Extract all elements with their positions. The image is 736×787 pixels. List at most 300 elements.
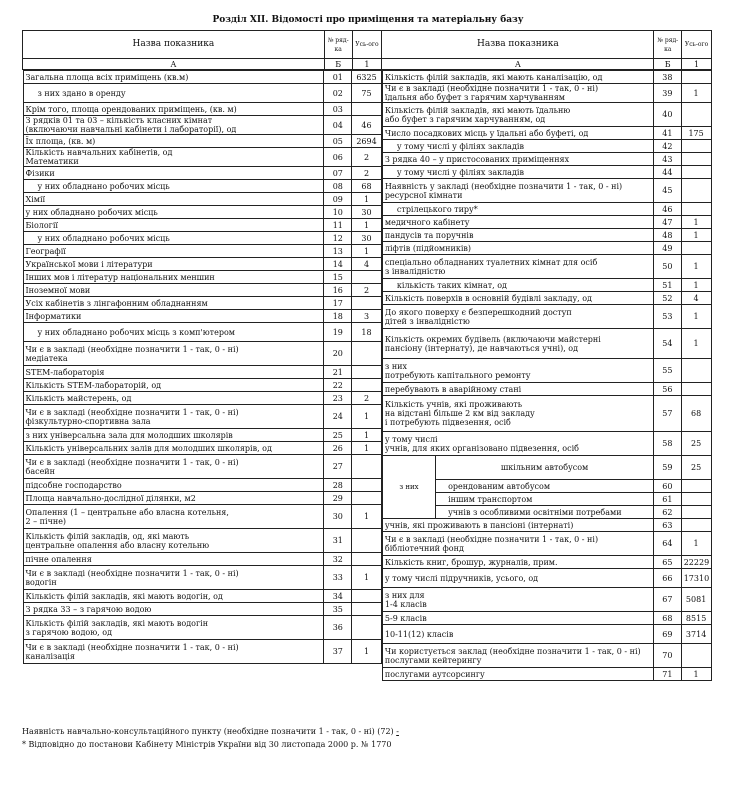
row-value: 2 <box>352 392 382 405</box>
row-label: у них обладнано робочих місць з комп'ютером <box>23 323 324 342</box>
row-value: 46 <box>352 116 382 135</box>
row-number: 10 <box>324 206 352 219</box>
row-number: 17 <box>324 297 352 310</box>
row-label: З рядка 40 – у пристосованих приміщеннях <box>382 153 653 166</box>
row-label: підсобне господарство <box>23 479 324 492</box>
table-row <box>23 442 381 455</box>
row-number: 69 <box>654 625 682 644</box>
row-number: 53 <box>654 305 682 329</box>
row-value: 8515 <box>681 612 711 625</box>
table-row <box>382 556 711 569</box>
row-number: 34 <box>324 590 352 603</box>
row-value <box>352 297 382 310</box>
row-label: Кількість окремих будівель (включаючи майстерні пансіону (інтернату), де навчаються учні), од <box>382 329 653 359</box>
table-row <box>382 203 711 216</box>
row-label: пічне опалення <box>23 553 324 566</box>
table-row <box>23 505 381 529</box>
row-value: 68 <box>352 180 382 193</box>
table-header-row <box>23 31 712 59</box>
row-number: 23 <box>324 392 352 405</box>
table-row <box>382 140 711 153</box>
row-number: 09 <box>324 193 352 206</box>
header-name-right: Назва показника <box>382 31 654 59</box>
footer-note-1: Наявність навчально-консультаційного пункту (необхідне позначити 1 - так, 0 - ні) (72) - <box>22 727 399 736</box>
row-value: 1 <box>352 429 382 442</box>
row-label: Опалення (1 – центральне або власна котельня, 2 – пічне) <box>23 505 324 529</box>
row-value: 18 <box>352 323 382 342</box>
row-number: 15 <box>324 271 352 284</box>
row-number: 59 <box>654 456 682 480</box>
row-number: 68 <box>654 612 682 625</box>
row-number: 22 <box>324 379 352 392</box>
row-value: 1 <box>352 566 382 590</box>
letter-1-left: 1 <box>352 59 382 70</box>
row-label: Кількість філій закладів, які мають каналізацію, од <box>382 71 653 84</box>
table-row <box>382 127 711 140</box>
row-label: Української мови і літератури <box>23 258 324 271</box>
row-label: послугами аутсорсингу <box>382 668 653 681</box>
row-value <box>681 153 711 166</box>
table-row <box>23 455 381 479</box>
table-row <box>382 588 711 612</box>
row-number: 65 <box>654 556 682 569</box>
data-table <box>22 30 712 681</box>
row-number: 21 <box>324 366 352 379</box>
table-row <box>23 342 381 366</box>
row-number: 71 <box>654 668 682 681</box>
row-number: 70 <box>654 644 682 668</box>
row-label: Кількість STEM-лабораторій, од <box>23 379 324 392</box>
row-number: 48 <box>654 229 682 242</box>
row-label: 5-9 класів <box>382 612 653 625</box>
row-label: у тому числі підручників, усього, од <box>382 569 653 588</box>
table-row <box>382 456 711 480</box>
table-row <box>23 297 381 310</box>
row-value: 1 <box>681 279 711 292</box>
table-row <box>382 519 711 532</box>
row-value <box>352 529 382 553</box>
row-value <box>352 553 382 566</box>
table-row <box>23 167 381 180</box>
row-number: 46 <box>654 203 682 216</box>
row-number: 20 <box>324 342 352 366</box>
row-value <box>352 455 382 479</box>
row-value <box>352 492 382 505</box>
table-row <box>382 612 711 625</box>
table-row <box>23 379 381 392</box>
row-number: 33 <box>324 566 352 590</box>
table-row <box>23 323 381 342</box>
row-value <box>352 342 382 366</box>
row-number: 03 <box>324 103 352 116</box>
header-row-no-left: № ряд-ка <box>324 31 352 59</box>
row-number: 18 <box>324 310 352 323</box>
row-number: 63 <box>654 519 682 532</box>
row-value: 4 <box>352 258 382 271</box>
z-nykh-label: з них <box>382 456 435 519</box>
row-label: Чи є в закладі (необхідне позначити 1 - так, 0 - ні) фізкультурно-спортивна зала <box>23 405 324 429</box>
row-label: з них потребують капітального ремонту <box>382 359 653 383</box>
table-row <box>23 84 381 103</box>
row-value: 22229 <box>681 556 711 569</box>
header-row-no-right: № ряд-ка <box>654 31 682 59</box>
row-value: 5081 <box>681 588 711 612</box>
row-value <box>352 616 382 640</box>
row-label: у тому числі учнів, для яких організовано підвезення, осіб <box>382 432 653 456</box>
table-row <box>23 590 381 603</box>
row-number: 50 <box>654 255 682 279</box>
row-label: Іноземної мови <box>23 284 324 297</box>
table-row <box>23 366 381 379</box>
table-row <box>23 258 381 271</box>
row-number: 58 <box>654 432 682 456</box>
row-value <box>352 379 382 392</box>
table-row <box>23 616 381 640</box>
row-number: 31 <box>324 529 352 553</box>
row-number: 43 <box>654 153 682 166</box>
row-number: 12 <box>324 232 352 245</box>
row-label: Чи є в закладі (необхідне позначити 1 - так, 0 - ні) бібліотечний фонд <box>382 532 653 556</box>
table-row <box>23 284 381 297</box>
row-value: 2694 <box>352 135 382 148</box>
row-value: 6325 <box>352 71 382 84</box>
row-label: Кількість книг, брошур, журналів, прим. <box>382 556 653 569</box>
footer-note-2: * Відповідно до постанови Кабінету Міністрів України від 30 листопада 2000 р. № 1770 <box>22 740 392 749</box>
row-value: 3 <box>352 310 382 323</box>
letter-a-left: А <box>23 59 325 70</box>
table-row <box>23 492 381 505</box>
row-label: у них обладнано робочих місць <box>23 232 324 245</box>
row-label: Інших мов і літератур національних меншин <box>23 271 324 284</box>
row-value <box>681 480 711 493</box>
row-value: 2 <box>352 148 382 167</box>
table-row <box>23 193 381 206</box>
row-number: 56 <box>654 383 682 396</box>
row-label: учнів з особливими освітніми потребами <box>436 506 654 519</box>
row-label: Їх площа, (кв. м) <box>23 135 324 148</box>
row-value <box>681 644 711 668</box>
row-value: 1 <box>681 216 711 229</box>
header-total-right: Усь-ого <box>682 31 712 59</box>
row-number: 37 <box>324 640 352 664</box>
row-label: у них обладнано робочих місць <box>23 180 324 193</box>
table-row <box>382 432 711 456</box>
row-number: 41 <box>654 127 682 140</box>
letter-b-right: Б <box>654 59 682 70</box>
row-number: 24 <box>324 405 352 429</box>
row-number: 25 <box>324 429 352 442</box>
row-value <box>352 603 382 616</box>
table-row <box>23 310 381 323</box>
table-row <box>382 329 711 359</box>
row-number: 30 <box>324 505 352 529</box>
row-value: 68 <box>681 396 711 432</box>
header-name-left: Назва показника <box>23 31 325 59</box>
table-row <box>23 429 381 442</box>
row-number: 60 <box>654 480 682 493</box>
table-row <box>382 255 711 279</box>
row-number: 01 <box>324 71 352 84</box>
row-number: 13 <box>324 245 352 258</box>
row-value: 75 <box>352 84 382 103</box>
row-value <box>681 359 711 383</box>
row-value: 1 <box>352 193 382 206</box>
row-label: Кількість поверхів в основній будівлі закладу, од <box>382 292 653 305</box>
row-label: Чи є в закладі (необхідне позначити 1 - так, 0 - ні) медіатека <box>23 342 324 366</box>
table-row <box>23 148 381 167</box>
header-total-left: Усь-ого <box>352 31 382 59</box>
row-label: Чи є в закладі (необхідне позначити 1 - так, 0 - ні) водогін <box>23 566 324 590</box>
row-label: 10-11(12) класів <box>382 625 653 644</box>
row-number: 51 <box>654 279 682 292</box>
table-row <box>382 625 711 644</box>
row-number: 08 <box>324 180 352 193</box>
row-value: 30 <box>352 206 382 219</box>
row-label: Кількість філій закладів, які мають їдальню або буфет з гарячим харчуванням, од <box>382 103 653 127</box>
row-value <box>681 203 711 216</box>
table-row <box>23 135 381 148</box>
row-number: 36 <box>324 616 352 640</box>
table-row <box>382 153 711 166</box>
row-value: 1 <box>681 532 711 556</box>
row-value: 1 <box>681 329 711 359</box>
row-value <box>352 103 382 116</box>
row-value <box>681 493 711 506</box>
row-label: Фізики <box>23 167 324 180</box>
row-value <box>352 590 382 603</box>
row-label: Кількість філій закладів, од, які мають центральне опалення або власну котельню <box>23 529 324 553</box>
row-label: Кількість філій закладів, які мають водогін з гарячою водою, од <box>23 616 324 640</box>
row-value: 30 <box>352 232 382 245</box>
row-label: шкільним автобусом <box>436 456 654 480</box>
row-label: у тому числі у філіях закладів <box>382 166 653 179</box>
row-label: Площа навчально-дослідної ділянки, м2 <box>23 492 324 505</box>
row-number: 39 <box>654 84 682 103</box>
table-row <box>23 529 381 553</box>
row-label: Усіх кабінетів з лінгафонним обладнанням <box>23 297 324 310</box>
row-number: 29 <box>324 492 352 505</box>
table-row <box>23 206 381 219</box>
row-number: 62 <box>654 506 682 519</box>
row-label: З рядка 33 – з гарячою водою <box>23 603 324 616</box>
row-number: 47 <box>654 216 682 229</box>
table-row <box>23 405 381 429</box>
table-row <box>23 219 381 232</box>
row-label: Чи користується заклад (необхідне позначити 1 - так, 0 - ні) послугами кейтерингу <box>382 644 653 668</box>
row-value: 1 <box>681 668 711 681</box>
row-label: Чи є в закладі (необхідне позначити 1 - так, 0 - ні) басейн <box>23 455 324 479</box>
row-label: перебувають в аварійному стані <box>382 383 653 396</box>
row-number: 32 <box>324 553 352 566</box>
letter-a-right: А <box>382 59 654 70</box>
row-label: у них обладнано робочих місць <box>23 206 324 219</box>
row-label: Географії <box>23 245 324 258</box>
row-label: Кількість учнів, які проживають на відстані більше 2 км від закладу і потребують підвезення, осіб <box>382 396 653 432</box>
row-label: стрілецького тиру* <box>382 203 653 216</box>
row-value: 3714 <box>681 625 711 644</box>
row-value <box>681 242 711 255</box>
row-number: 52 <box>654 292 682 305</box>
row-value: 1 <box>352 219 382 232</box>
row-number: 49 <box>654 242 682 255</box>
row-label: Чи є в закладі (необхідне позначити 1 - так, 0 - ні) каналізація <box>23 640 324 664</box>
row-label: Чи є в закладі (необхідне позначити 1 - так, 0 - ні) їдальня або буфет з гарячим харчуванням <box>382 84 653 103</box>
row-number: 11 <box>324 219 352 232</box>
row-number: 06 <box>324 148 352 167</box>
row-label: Кількість майстерень, од <box>23 392 324 405</box>
row-label: іншим транспортом <box>436 493 654 506</box>
row-value <box>681 179 711 203</box>
row-label: кількість таких кімнат, од <box>382 279 653 292</box>
row-label: Інформатики <box>23 310 324 323</box>
table-row <box>23 232 381 245</box>
row-label: з них універсальна зала для молодших школярів <box>23 429 324 442</box>
row-value: 1 <box>681 305 711 329</box>
row-number: 02 <box>324 84 352 103</box>
table-row <box>23 640 381 664</box>
row-value: 17310 <box>681 569 711 588</box>
table-row <box>23 566 381 590</box>
letter-1-right: 1 <box>682 59 712 70</box>
row-value <box>352 271 382 284</box>
row-value <box>681 506 711 519</box>
row-value <box>681 519 711 532</box>
table-row <box>382 179 711 203</box>
row-value: 1 <box>352 245 382 258</box>
row-value <box>681 140 711 153</box>
row-value <box>681 103 711 127</box>
row-number: 19 <box>324 323 352 342</box>
table-row <box>23 103 381 116</box>
table-row <box>382 229 711 242</box>
row-value: 4 <box>681 292 711 305</box>
row-label: з них здано в оренду <box>23 84 324 103</box>
row-value: 1 <box>352 405 382 429</box>
table-row <box>23 479 381 492</box>
table-body-row <box>23 70 712 682</box>
row-number: 64 <box>654 532 682 556</box>
row-value: 1 <box>681 84 711 103</box>
table-row <box>382 71 711 84</box>
row-value: 1 <box>352 505 382 529</box>
row-number: 05 <box>324 135 352 148</box>
row-label: з них для 1-4 класів <box>382 588 653 612</box>
row-label: Біології <box>23 219 324 232</box>
row-number: 67 <box>654 588 682 612</box>
row-number: 27 <box>324 455 352 479</box>
row-value: 2 <box>352 284 382 297</box>
table-row <box>382 292 711 305</box>
table-row <box>382 279 711 292</box>
row-number: 04 <box>324 116 352 135</box>
table-row <box>382 383 711 396</box>
row-number: 14 <box>324 258 352 271</box>
row-number: 28 <box>324 479 352 492</box>
row-label: Кількість навчальних кабінетів, од Математики <box>23 148 324 167</box>
row-number: 38 <box>654 71 682 84</box>
table-row <box>382 644 711 668</box>
row-label: орендованим автобусом <box>436 480 654 493</box>
row-number: 35 <box>324 603 352 616</box>
row-number: 44 <box>654 166 682 179</box>
table-row <box>382 216 711 229</box>
table-row <box>23 245 381 258</box>
table-row <box>23 392 381 405</box>
row-label: у тому числі у філіях закладів <box>382 140 653 153</box>
row-value: 175 <box>681 127 711 140</box>
table-row <box>23 271 381 284</box>
table-row <box>23 180 381 193</box>
row-label: спеціально обладнаних туалетних кімнат для осіб з інвалідністю <box>382 255 653 279</box>
row-number: 61 <box>654 493 682 506</box>
row-number: 26 <box>324 442 352 455</box>
row-label: Кількість філій закладів, які мають водогін, од <box>23 590 324 603</box>
row-label: До якого поверху є безперешкодний доступ дітей з інвалідністю <box>382 305 653 329</box>
table-row <box>382 166 711 179</box>
row-number: 45 <box>654 179 682 203</box>
table-row <box>23 71 381 84</box>
table-row <box>23 116 381 135</box>
row-number: 42 <box>654 140 682 153</box>
table-row <box>382 396 711 432</box>
row-value <box>352 479 382 492</box>
letter-b-left: Б <box>324 59 352 70</box>
row-label: пандусів та поручнів <box>382 229 653 242</box>
row-label: ліфтів (підйомників) <box>382 242 653 255</box>
row-value <box>681 166 711 179</box>
table-letter-row <box>23 59 712 70</box>
row-label: Наявність у закладі (необхідне позначити 1 - так, 0 - ні) ресурсної кімнати <box>382 179 653 203</box>
row-value: 2 <box>352 167 382 180</box>
row-label: STEM-лабораторія <box>23 366 324 379</box>
row-value: 1 <box>352 442 382 455</box>
row-label: Хімії <box>23 193 324 206</box>
row-number: 40 <box>654 103 682 127</box>
row-value: 25 <box>681 432 711 456</box>
row-label: медичного кабінету <box>382 216 653 229</box>
row-number: 54 <box>654 329 682 359</box>
row-label: З рядків 01 та 03 – кількість класних кімнат (включаючи навчальні кабінети і лабораторії), од <box>23 116 324 135</box>
table-row <box>23 553 381 566</box>
row-value <box>681 383 711 396</box>
row-value: 1 <box>352 640 382 664</box>
row-label: Число посадкових місць у їдальні або буфеті, од <box>382 127 653 140</box>
row-number: 57 <box>654 396 682 432</box>
table-row <box>382 569 711 588</box>
table-row <box>382 103 711 127</box>
row-label: Загальна площа всіх приміщень (кв.м) <box>23 71 324 84</box>
row-label: Крім того, площа орендованих приміщень, (кв. м) <box>23 103 324 116</box>
table-row <box>382 305 711 329</box>
row-number: 07 <box>324 167 352 180</box>
table-row <box>382 84 711 103</box>
table-row <box>382 532 711 556</box>
table-row <box>23 603 381 616</box>
row-label: учнів, які проживають в пансіоні (інтернаті) <box>382 519 653 532</box>
row-value: 25 <box>681 456 711 480</box>
row-value: 1 <box>681 255 711 279</box>
row-number: 55 <box>654 359 682 383</box>
row-number: 66 <box>654 569 682 588</box>
row-label: Кількість універсальних залів для молодших школярів, од <box>23 442 324 455</box>
table-row <box>382 242 711 255</box>
row-number: 16 <box>324 284 352 297</box>
row-value <box>352 366 382 379</box>
section-title: Розділ ХІІ. Відомості про приміщення та матеріальну базу <box>212 15 524 25</box>
table-row <box>382 359 711 383</box>
table-row <box>382 668 711 681</box>
row-value: 1 <box>681 229 711 242</box>
